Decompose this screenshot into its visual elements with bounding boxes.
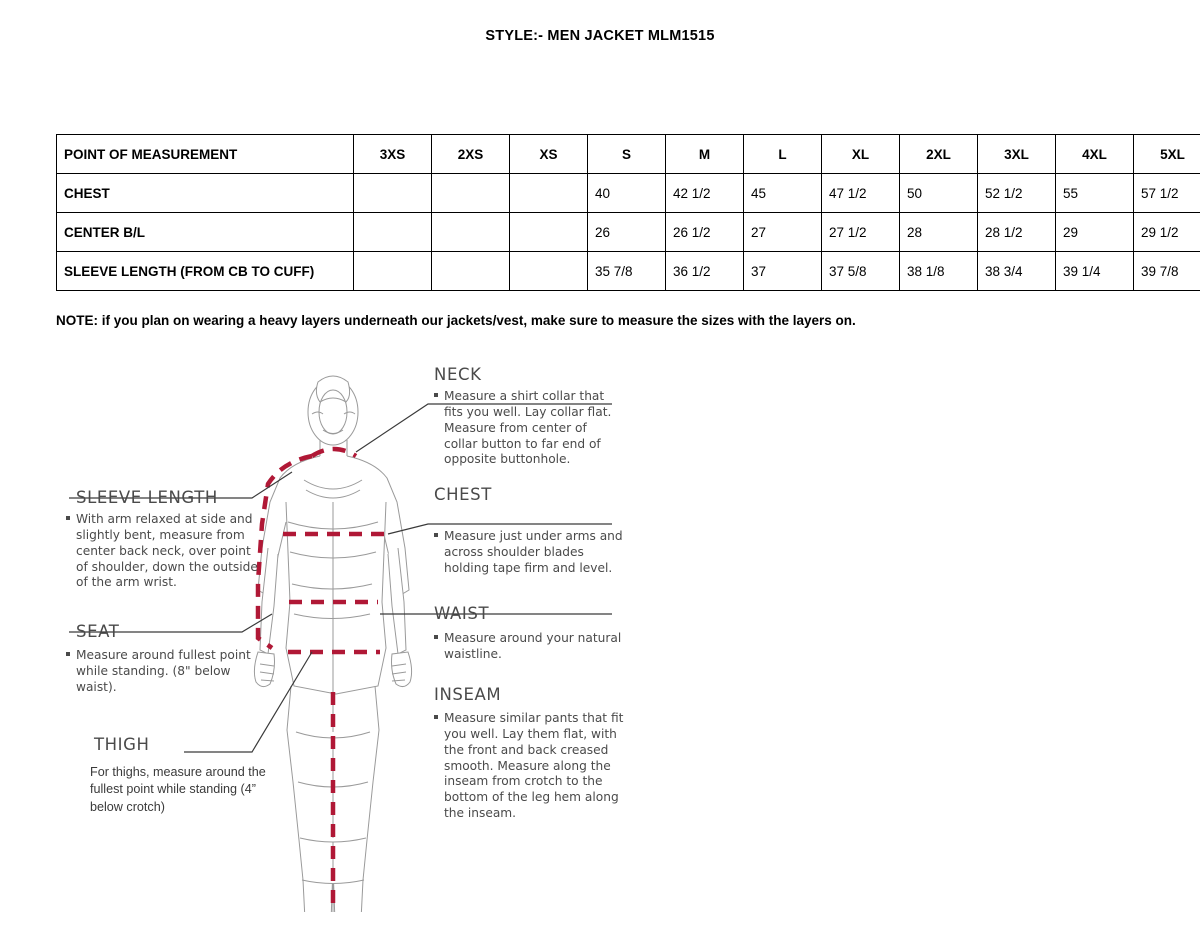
row-label-center-bl: CENTER B/L xyxy=(57,213,354,252)
column-header-size: 2XS xyxy=(432,135,510,174)
column-header-size: 3XL xyxy=(978,135,1056,174)
table-cell: 45 xyxy=(744,174,822,213)
table-cell xyxy=(354,213,432,252)
table-cell: 27 xyxy=(744,213,822,252)
table-header-row xyxy=(57,135,1200,174)
table-cell xyxy=(510,174,588,213)
table-cell: 47 1/2 xyxy=(822,174,900,213)
table-cell: 39 7/8 xyxy=(1134,252,1200,291)
table-cell: 26 xyxy=(588,213,666,252)
column-header-size: M xyxy=(666,135,744,174)
bullet-icon xyxy=(434,393,438,397)
column-header-size: S xyxy=(588,135,666,174)
table-cell: 28 xyxy=(900,213,978,252)
column-header-point-of-measurement: POINT OF MEASUREMENT xyxy=(57,135,354,174)
column-header-size: XL xyxy=(822,135,900,174)
measurement-diagram xyxy=(56,352,656,912)
label-neck-heading: NECK xyxy=(434,365,482,384)
table-cell: 28 1/2 xyxy=(978,213,1056,252)
table-cell xyxy=(432,213,510,252)
size-chart-table-container xyxy=(56,134,1185,291)
table-cell: 36 1/2 xyxy=(666,252,744,291)
label-chest-text: Measure just under arms and across shoulder blades holding tape firm and level. xyxy=(444,529,626,577)
table-cell: 35 7/8 xyxy=(588,252,666,291)
table-cell xyxy=(510,213,588,252)
table-cell xyxy=(432,252,510,291)
table-cell: 29 1/2 xyxy=(1134,213,1200,252)
table-cell xyxy=(510,252,588,291)
page-title: STYLE:- MEN JACKET MLM1515 xyxy=(485,28,715,44)
column-header-size: L xyxy=(744,135,822,174)
row-label-sleeve-length: SLEEVE LENGTH (FROM CB TO CUFF) xyxy=(57,252,354,291)
table-cell xyxy=(432,174,510,213)
table-cell: 38 1/8 xyxy=(900,252,978,291)
table-cell: 40 xyxy=(588,174,666,213)
table-cell: 50 xyxy=(900,174,978,213)
label-seat-heading: SEAT xyxy=(76,622,120,641)
table-cell: 37 5/8 xyxy=(822,252,900,291)
label-inseam-heading: INSEAM xyxy=(434,685,502,704)
table-row xyxy=(57,213,1200,252)
table-cell: 39 1/4 xyxy=(1056,252,1134,291)
label-sleeve-length-heading: SLEEVE LENGTH xyxy=(76,488,218,507)
bullet-icon xyxy=(434,533,438,537)
note-text: NOTE: if you plan on wearing a heavy layers underneath our jackets/vest, make sure to measure the sizes with the layers on. xyxy=(56,313,856,328)
column-header-size: 4XL xyxy=(1056,135,1134,174)
table-row xyxy=(57,252,1200,291)
column-header-size: XS xyxy=(510,135,588,174)
table-cell: 55 xyxy=(1056,174,1134,213)
row-label-chest: CHEST xyxy=(57,174,354,213)
label-waist-text: Measure around your natural waistline. xyxy=(444,631,622,663)
table-cell: 26 1/2 xyxy=(666,213,744,252)
table-cell: 37 xyxy=(744,252,822,291)
table-cell: 57 1/2 xyxy=(1134,174,1200,213)
table-cell: 29 xyxy=(1056,213,1134,252)
size-chart-table xyxy=(56,134,1200,291)
label-sleeve-length-text: With arm relaxed at side and slightly bent, measure from center back neck, over point of shoulder, down the outside of the arm wrist. xyxy=(76,512,260,591)
table-cell: 27 1/2 xyxy=(822,213,900,252)
table-row xyxy=(57,174,1200,213)
bullet-icon xyxy=(434,715,438,719)
column-header-size: 3XS xyxy=(354,135,432,174)
table-cell: 52 1/2 xyxy=(978,174,1056,213)
label-seat-text: Measure around fullest point while standing. (8" below waist). xyxy=(76,648,252,696)
label-inseam-text: Measure similar pants that fit you well. Lay them flat, with the front and back creased smooth. Measure along the inseam from crotch to the bottom of the leg hem along the inseam. xyxy=(444,711,624,822)
label-neck-text: Measure a shirt collar that fits you well. Lay collar flat. Measure from center of collar button to far end of opposite buttonhole. xyxy=(444,389,624,468)
bullet-icon xyxy=(66,516,70,520)
table-cell: 42 1/2 xyxy=(666,174,744,213)
column-header-size: 2XL xyxy=(900,135,978,174)
column-header-size: 5XL xyxy=(1134,135,1200,174)
label-chest-heading: CHEST xyxy=(434,485,492,504)
label-waist-heading: WAIST xyxy=(434,604,490,623)
bullet-icon xyxy=(434,635,438,639)
table-cell xyxy=(354,252,432,291)
label-thigh-heading: THIGH xyxy=(94,735,150,754)
bullet-icon xyxy=(66,652,70,656)
table-cell: 38 3/4 xyxy=(978,252,1056,291)
label-thigh-text: For thighs, measure around the fullest point while standing (4” below crotch) xyxy=(90,765,266,814)
table-cell xyxy=(354,174,432,213)
